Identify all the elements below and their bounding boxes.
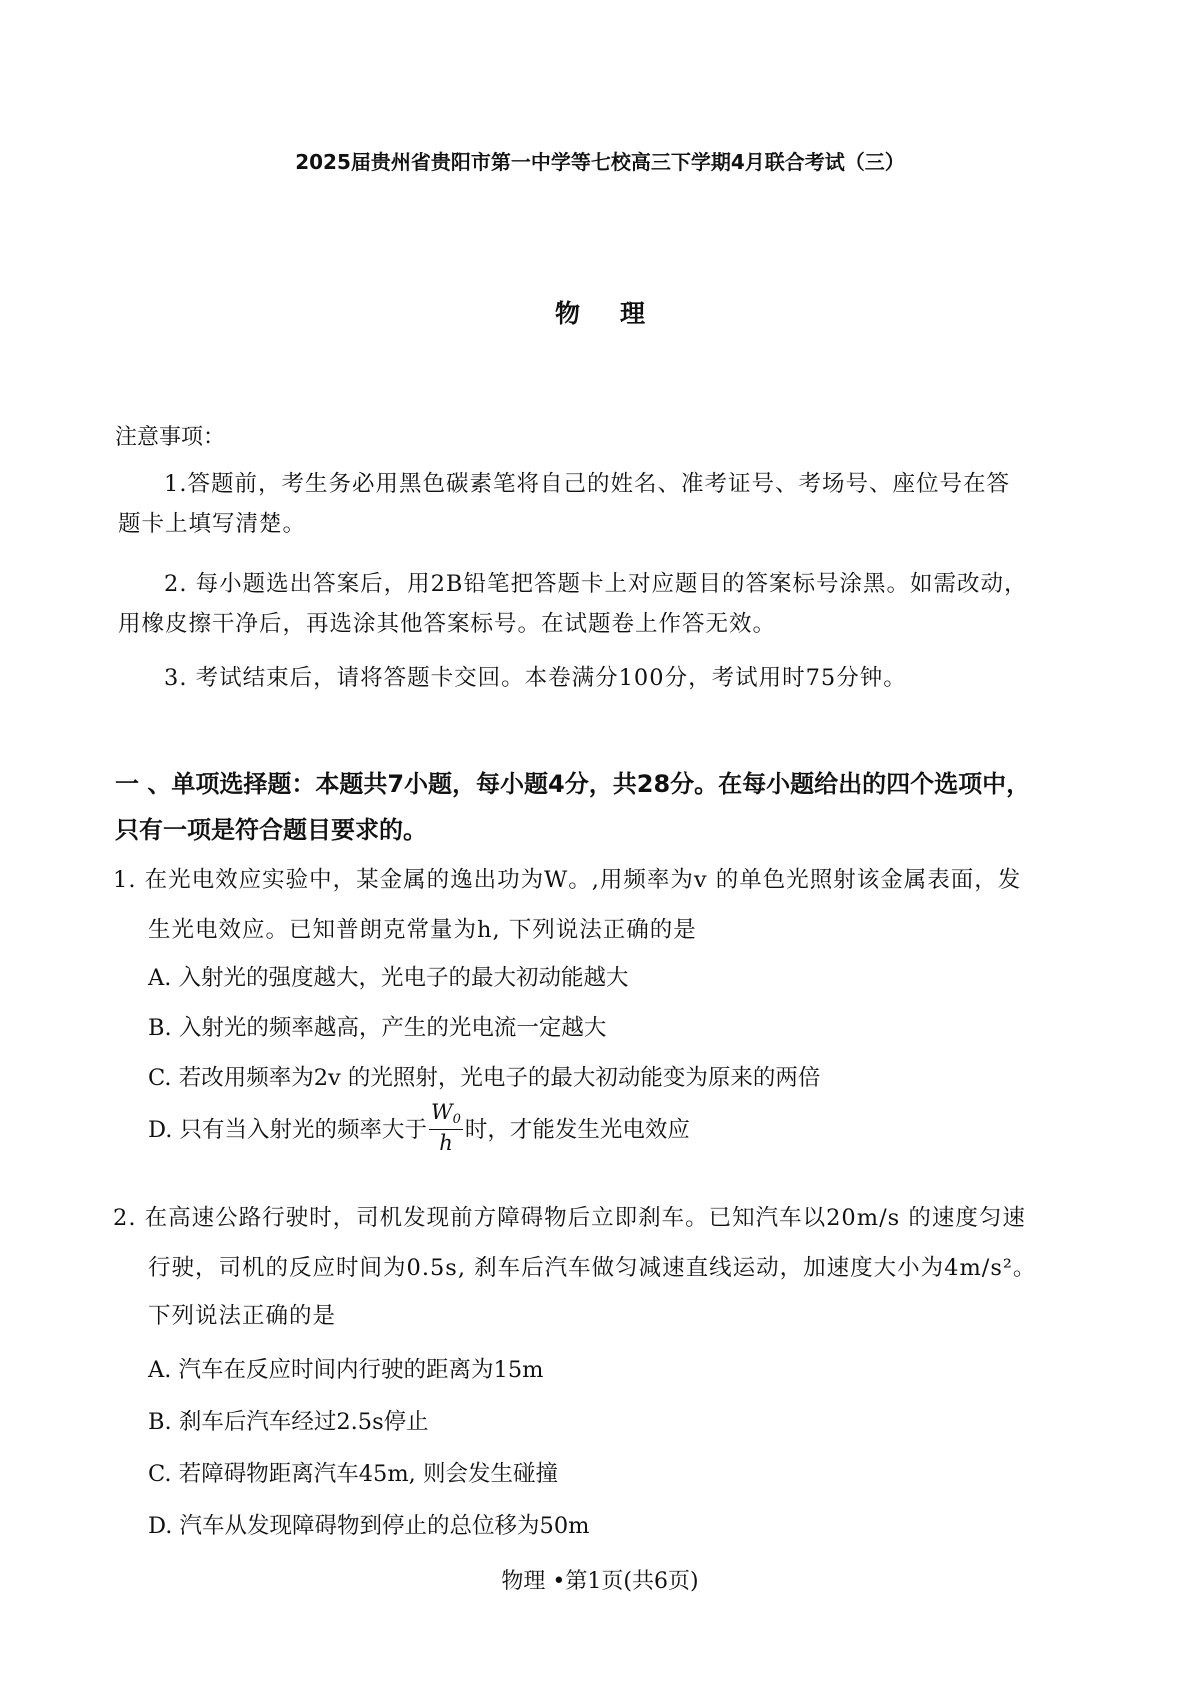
notice-item-2-line-1: 2. 每小题选出答案后，用2B铅笔把答题卡上对应题目的答案标号涂黑。如需改动， (164, 571, 1028, 597)
question-1-option-d-text-before: D. 只有当入射光的频率大于 (148, 1117, 428, 1143)
section-1-heading-line-1: 一 、单项选择题：本题共7小题，每小题4分，共28分。在每小题给出的四个选项中， (115, 770, 1031, 798)
question-2-option-d: D. 汽车从发现障碍物到停止的总位移为50m (148, 1513, 590, 1539)
exam-title: 2025届贵州省贵阳市第一中学等七校高三下学期4月联合考试（三） (295, 150, 905, 174)
work-function-over-h-fraction (429, 1102, 463, 1154)
question-1-option-b: B. 入射光的频率越高，产生的光电流一定越大 (148, 1015, 607, 1041)
notice-item-1-line-1: 1.答题前，考生务必用黑色碳素笔将自己的姓名、准考证号、考场号、座位号在答 (164, 471, 1010, 497)
question-2-option-b: B. 刹车后汽车经过2.5s停止 (148, 1409, 429, 1435)
question-1-option-d (148, 1102, 690, 1154)
question-2-option-a: A. 汽车在反应时间内行驶的距离为15m (148, 1357, 544, 1383)
question-2-stem-line-2: 行驶，司机的反应时间为0.5s, 刹车后汽车做匀减速直线运动，加速度大小为4m/s²。 (148, 1255, 1037, 1281)
section-1-heading-line-2: 只有一项是符合题目要求的。 (115, 816, 427, 844)
question-1-stem-line-1: 1. 在光电效应实验中，某金属的逸出功为W。,用频率为v 的单色光照射该金属表面，发 (113, 867, 1022, 893)
page-footer: 物理 •第1页(共6页) (501, 1569, 699, 1594)
notice-heading: 注意事项： (115, 425, 226, 450)
notice-item-3: 3. 考试结束后，请将答题卡交回。本卷满分100分，考试用时75分钟。 (164, 665, 907, 691)
fraction-numerator: $W_0$ (429, 1102, 463, 1130)
question-1-option-a: A. 入射光的强度越大，光电子的最大初动能越大 (148, 965, 629, 991)
question-1-option-c: C. 若改用频率为2v 的光照射，光电子的最大初动能变为原来的两倍 (148, 1065, 821, 1091)
question-1-option-d-text-after: 时，才能发生光电效应 (464, 1117, 690, 1143)
question-2-option-c: C. 若障碍物距离汽车45m, 则会发生碰撞 (148, 1461, 558, 1487)
fraction-denominator: h (439, 1131, 453, 1155)
notice-item-1-line-2: 题卡上填写清楚。 (118, 511, 307, 537)
subject-title: 物理 (554, 299, 685, 328)
question-2-stem-line-3: 下列说法正确的是 (148, 1303, 337, 1329)
question-2-stem-line-1: 2. 在高速公路行驶时，司机发现前方障碍物后立即刹车。已知汽车以20m/s 的速度匀速 (113, 1205, 1026, 1231)
notice-item-2-line-2: 用橡皮擦干净后，再选涂其他答案标号。在试题卷上作答无效。 (118, 611, 777, 637)
question-1-stem-line-2: 生光电效应。已知普朗克常量为h, 下列说法正确的是 (148, 917, 697, 943)
